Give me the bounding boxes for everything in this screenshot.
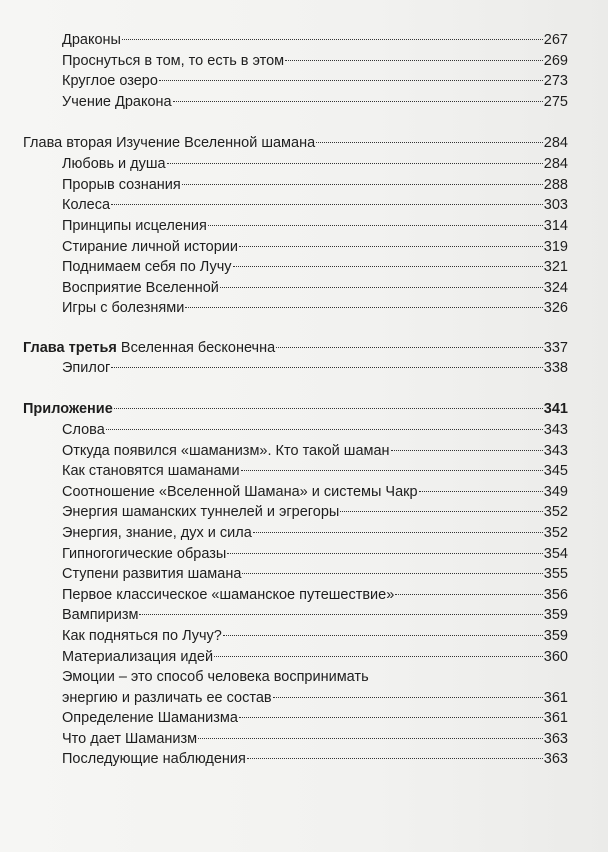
toc-entry[interactable] bbox=[62, 586, 568, 604]
toc-entry[interactable] bbox=[62, 93, 568, 111]
toc-entry-page: 267 bbox=[543, 32, 568, 48]
toc-entry-title: Игры с болезнями bbox=[62, 300, 185, 316]
toc-entry-page: 338 bbox=[543, 360, 568, 376]
toc-entry-page: 269 bbox=[543, 53, 568, 69]
toc-entry[interactable] bbox=[62, 689, 568, 707]
toc-leader-dots bbox=[159, 80, 543, 81]
toc-entry-title: Восприятие Вселенной bbox=[62, 280, 219, 296]
toc-leader-dots bbox=[239, 246, 543, 247]
toc-entry-title: Круглое озеро bbox=[62, 73, 158, 89]
toc-entry-page: 341 bbox=[543, 401, 568, 417]
toc-chapter-entry[interactable] bbox=[23, 339, 568, 357]
toc-entry-title: Ступени развития шамана bbox=[62, 566, 242, 582]
toc-entry[interactable] bbox=[62, 299, 568, 317]
toc-entry-title: Поднимаем себя по Лучу bbox=[62, 259, 232, 275]
toc-leader-dots bbox=[419, 491, 543, 492]
toc-entry-page: 337 bbox=[543, 340, 568, 356]
toc-entry-title: Как становятся шаманами bbox=[62, 463, 240, 479]
toc-entry-title: Определение Шаманизма bbox=[62, 710, 238, 726]
toc-entry[interactable] bbox=[62, 545, 568, 563]
toc-leader-dots bbox=[273, 697, 543, 698]
toc-entry[interactable] bbox=[62, 627, 568, 645]
toc-entry-page: 321 bbox=[543, 259, 568, 275]
toc-entry-title: Приложение bbox=[23, 401, 113, 417]
toc-entry-title bbox=[23, 339, 275, 357]
toc-leader-dots bbox=[139, 614, 542, 615]
toc-entry-title: Колеса bbox=[62, 197, 111, 213]
toc-entry[interactable] bbox=[62, 462, 568, 480]
toc-entry-page: 273 bbox=[543, 73, 568, 89]
toc-entry[interactable] bbox=[62, 72, 568, 90]
toc-leader-dots bbox=[220, 287, 543, 288]
toc-leader-dots bbox=[114, 408, 543, 409]
chapter-number: Глава третья bbox=[23, 340, 117, 356]
toc-leader-dots bbox=[198, 738, 543, 739]
toc-entry-page: 288 bbox=[543, 177, 568, 193]
toc-entry-title: Материализация идей bbox=[62, 649, 214, 665]
toc-entry[interactable] bbox=[62, 503, 568, 521]
toc-leader-dots bbox=[241, 470, 543, 471]
toc-entry-page: 361 bbox=[543, 690, 568, 706]
toc-leader-dots bbox=[122, 39, 543, 40]
toc-leader-dots bbox=[233, 266, 543, 267]
toc-leader-dots bbox=[223, 635, 543, 636]
toc-leader-dots bbox=[395, 594, 543, 595]
toc-entry-title: Энергия, знание, дух и сила bbox=[62, 525, 252, 541]
toc-entry-page: 284 bbox=[543, 156, 568, 172]
toc-leader-dots bbox=[111, 367, 542, 368]
toc-leader-dots bbox=[182, 184, 543, 185]
toc-entry[interactable] bbox=[62, 750, 568, 768]
toc-entry-page: 359 bbox=[543, 628, 568, 644]
toc-entry-page: 360 bbox=[543, 649, 568, 665]
toc-entry-page: 352 bbox=[543, 504, 568, 520]
toc-entry[interactable] bbox=[62, 606, 568, 624]
toc-entry-title: Последующие наблюдения bbox=[62, 751, 246, 767]
toc-entry-page: 326 bbox=[543, 300, 568, 316]
toc-entry[interactable] bbox=[62, 52, 568, 70]
toc-leader-dots bbox=[391, 450, 543, 451]
toc-entry[interactable] bbox=[62, 483, 568, 501]
toc-entry-page: 319 bbox=[543, 239, 568, 255]
toc-entry-page: 352 bbox=[543, 525, 568, 541]
toc-entry-title: Гипногогические образы bbox=[62, 546, 227, 562]
toc-entry-title: Как подняться по Лучу? bbox=[62, 628, 222, 644]
toc-entry-page: 363 bbox=[543, 751, 568, 767]
toc-leader-dots bbox=[227, 553, 543, 554]
toc-leader-dots bbox=[173, 101, 543, 102]
toc-leader-dots bbox=[253, 532, 543, 533]
toc-entry-title: Любовь и душа bbox=[62, 156, 166, 172]
toc-entry[interactable] bbox=[62, 176, 568, 194]
toc-entry-title: Учение Дракона bbox=[62, 94, 172, 110]
toc-entry-title: Вампиризм bbox=[62, 607, 139, 623]
toc-entry-title: Прорыв сознания bbox=[62, 177, 181, 193]
toc-entry-page: 343 bbox=[543, 443, 568, 459]
toc-entry-title-line1[interactable]: Эмоции – это способ человека воспринимать bbox=[62, 669, 369, 685]
toc-entry-title: энергию и различать ее состав bbox=[62, 690, 272, 706]
toc-entry-page: 349 bbox=[543, 484, 568, 500]
toc-appendix-entry[interactable] bbox=[23, 400, 568, 418]
toc-entry[interactable] bbox=[62, 709, 568, 727]
toc-entry[interactable] bbox=[62, 730, 568, 748]
toc-entry-page: 284 bbox=[543, 135, 568, 151]
toc-entry[interactable] bbox=[62, 155, 568, 173]
toc-entry-page: 354 bbox=[543, 546, 568, 562]
toc-leader-dots bbox=[185, 307, 542, 308]
toc-entry-title: Драконы bbox=[62, 32, 121, 48]
toc-leader-dots bbox=[316, 142, 543, 143]
toc-entry-title: Слова bbox=[62, 422, 105, 438]
toc-entry-title: Проснуться в том, то есть в этом bbox=[62, 53, 285, 69]
toc-entry-page: 345 bbox=[543, 463, 568, 479]
toc-leader-dots bbox=[247, 758, 543, 759]
toc-entry-title: Соотношение «Вселенной Шамана» и системы Чакр bbox=[62, 484, 418, 500]
toc-leader-dots bbox=[340, 511, 542, 512]
toc-chapter-entry[interactable] bbox=[23, 134, 568, 152]
toc-entry-page: 363 bbox=[543, 731, 568, 747]
toc-entry-page: 324 bbox=[543, 280, 568, 296]
toc-entry-page: 355 bbox=[543, 566, 568, 582]
toc-leader-dots bbox=[214, 656, 543, 657]
toc-leader-dots bbox=[111, 204, 543, 205]
toc-entry[interactable] bbox=[62, 421, 568, 439]
toc-entry-title: Энергия шаманских туннелей и эгрегоры bbox=[62, 504, 340, 520]
chapter-title: Вселенная бесконечна bbox=[116, 340, 276, 356]
toc-entry-page: 343 bbox=[543, 422, 568, 438]
toc-entry-page: 359 bbox=[543, 607, 568, 623]
toc-entry-page: 361 bbox=[543, 710, 568, 726]
toc-entry-title: Откуда появился «шаманизм». Кто такой шаман bbox=[62, 443, 390, 459]
toc-entry-title: Первое классическое «шаманское путешествие» bbox=[62, 587, 395, 603]
toc-entry-page: 303 bbox=[543, 197, 568, 213]
toc-entry[interactable] bbox=[62, 258, 568, 276]
toc-entry-title: Что дает Шаманизм bbox=[62, 731, 198, 747]
toc-entry-title: Принципы исцеления bbox=[62, 218, 207, 234]
toc-entry[interactable] bbox=[62, 238, 568, 256]
toc-entry[interactable] bbox=[62, 524, 568, 542]
toc-leader-dots bbox=[239, 717, 543, 718]
toc-entry[interactable] bbox=[62, 31, 568, 49]
toc-entry[interactable] bbox=[62, 359, 568, 377]
toc-entry[interactable] bbox=[62, 279, 568, 297]
toc-entry[interactable] bbox=[62, 442, 568, 460]
toc-leader-dots bbox=[167, 163, 543, 164]
toc-entry-title: Эпилог bbox=[62, 360, 111, 376]
toc-entry[interactable] bbox=[62, 565, 568, 583]
toc-leader-dots bbox=[106, 429, 543, 430]
toc-leader-dots bbox=[276, 347, 543, 348]
toc-leader-dots bbox=[285, 60, 543, 61]
toc-entry-page: 275 bbox=[543, 94, 568, 110]
toc-entry-title: Стирание личной истории bbox=[62, 239, 239, 255]
toc-leader-dots bbox=[208, 225, 543, 226]
toc-entry[interactable] bbox=[62, 196, 568, 214]
toc-entry[interactable] bbox=[62, 217, 568, 235]
toc-entry-page: 356 bbox=[543, 587, 568, 603]
toc-entry[interactable] bbox=[62, 648, 568, 666]
toc-entry-page: 314 bbox=[543, 218, 568, 234]
toc-entry-title: Глава вторая Изучение Вселенной шамана bbox=[23, 135, 316, 151]
toc-leader-dots bbox=[242, 573, 542, 574]
